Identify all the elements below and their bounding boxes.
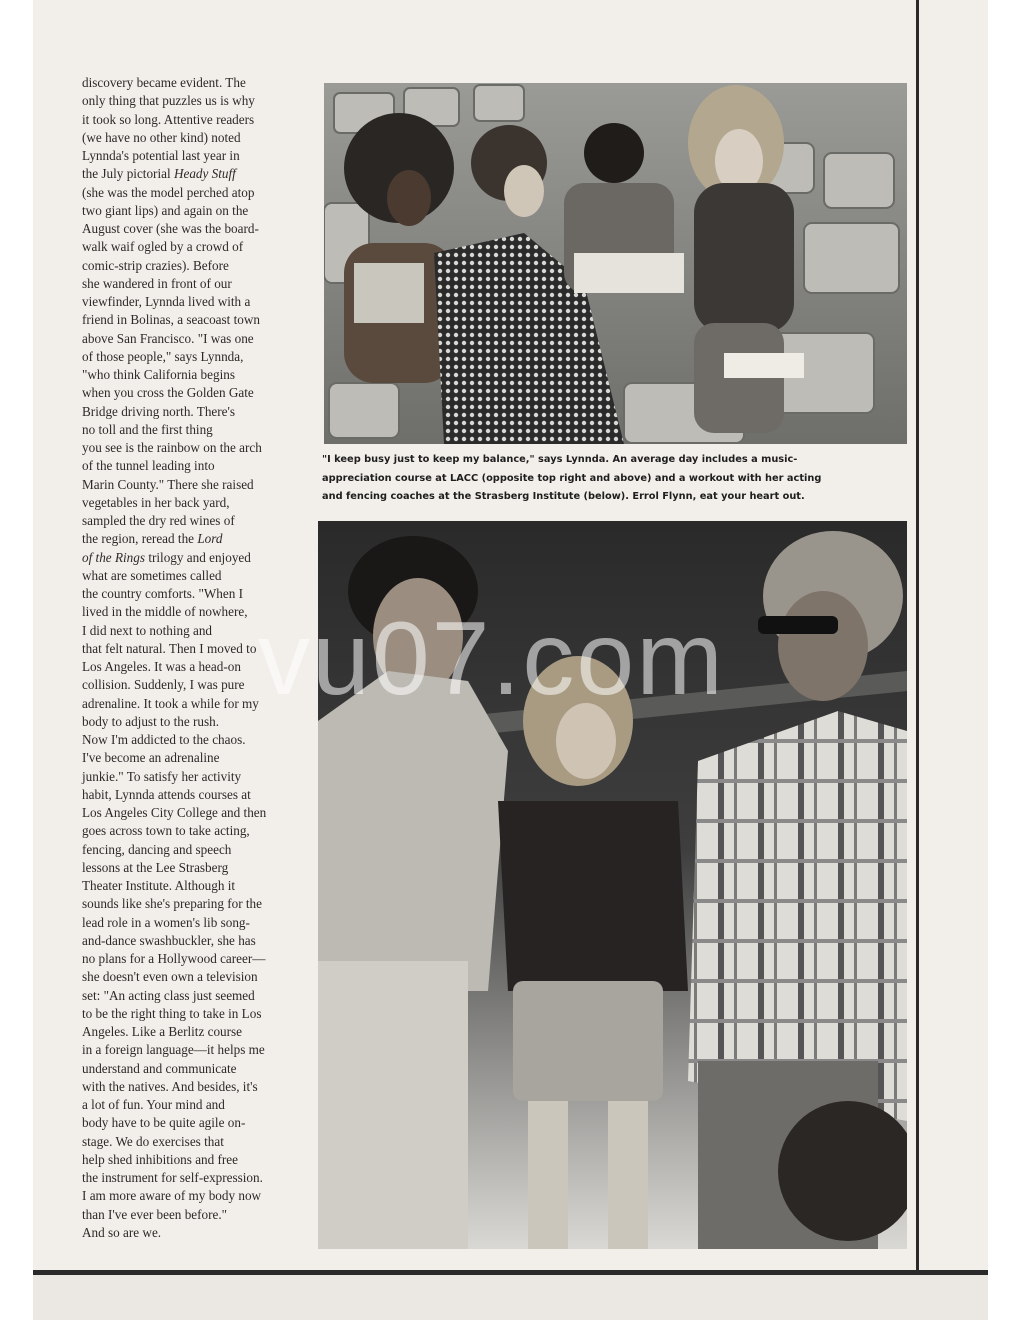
article-line: comic-strip crazies). Before — [82, 257, 229, 273]
acting-coaches-photo — [318, 521, 907, 1249]
right-margin — [988, 0, 1020, 1320]
site-watermark: vu07.com — [258, 601, 725, 717]
article-line: in a foreign language—it helps me — [82, 1042, 265, 1058]
article-line: of the tunnel leading into — [82, 458, 215, 474]
article-line: lead role in a women's lib song- — [82, 914, 250, 930]
article-line: I did next to nothing and — [82, 622, 213, 638]
article-line: set: "An acting class just seemed — [82, 987, 255, 1003]
article-line: lessons at the Lee Strasberg — [82, 859, 229, 875]
article-line: than I've ever been before." — [82, 1206, 228, 1222]
article-line: walk waif ogled by a crowd of — [82, 239, 244, 255]
article-line: friend in Bolinas, a seacoast town — [82, 312, 260, 328]
article-line: body have to be quite agile on- — [82, 1115, 246, 1131]
article-line: goes across town to take acting, — [82, 823, 250, 839]
article-line: collision. Suddenly, I was pure — [82, 677, 245, 693]
article-line: it took so long. Attentive readers — [82, 111, 255, 127]
article-line: of those people," says Lynnda, — [82, 348, 244, 364]
article-line: I've become an adrenaline — [82, 750, 220, 766]
article-line: and-dance swashbuckler, she has — [82, 932, 256, 948]
article-line: Los Angeles. It was a head-on — [82, 659, 241, 674]
article-body-column — [82, 74, 308, 1242]
article-line: when you cross the Golden Gate — [82, 385, 254, 401]
article-line: (we have no other kind) noted — [82, 129, 241, 145]
article-line: understand and communicate — [82, 1060, 237, 1076]
article-line: of the Rings trilogy and enjoyed — [82, 549, 251, 565]
article-line: Lynnda's potential last year in — [82, 148, 240, 163]
right-border-rule — [916, 0, 919, 1275]
article-line: Bridge driving north. There's — [82, 403, 236, 419]
article-line: a lot of fun. Your mind and — [82, 1097, 225, 1112]
article-line: no toll and the first thing — [82, 421, 213, 437]
article-line: I am more aware of my body now — [82, 1188, 262, 1204]
article-line: only thing that puzzles us is why — [82, 93, 255, 109]
article-line: sounds like she's preparing for the — [82, 896, 263, 912]
article-line: two giant lips) and again on the — [82, 202, 249, 218]
article-line: lived in the middle of nowhere, — [82, 604, 248, 620]
article-line: Now I'm addicted to the chaos. — [82, 732, 246, 747]
photo-caption — [322, 451, 908, 507]
article-line: Angeles. Like a Berlitz course — [82, 1024, 243, 1039]
classroom-students-photo — [324, 83, 907, 444]
article-line: discovery became evident. The — [82, 75, 246, 90]
article-line: what are sometimes called — [82, 567, 222, 583]
article-line: And so are we. — [82, 1224, 162, 1240]
article-line: that felt natural. Then I moved to — [82, 640, 257, 656]
article-line: Los Angeles City College and then — [82, 805, 267, 820]
article-line: viewfinder, Lynnda lived with a — [82, 294, 251, 309]
article-line: "who think California begins — [82, 367, 235, 382]
caption-line: "I keep busy just to keep my balance," says Lynnda. An average day includes a music- — [322, 454, 798, 465]
article-line: help shed inhibitions and free — [82, 1151, 239, 1167]
below-page-area — [33, 1275, 988, 1320]
article-line: habit, Lynnda attends courses at — [82, 786, 251, 802]
article-line: junkie." To satisfy her activity — [82, 768, 242, 784]
article-line: sampled the dry red wines of — [82, 513, 235, 528]
caption-line: and fencing coaches at the Strasberg Institute (below). Errol Flynn, eat your heart out. — [322, 491, 805, 502]
article-line: (she was the model perched atop — [82, 184, 255, 200]
caption-line: appreciation course at LACC (opposite top right and above) and a workout with her acting — [322, 472, 822, 484]
article-line: Marin County." There she raised — [82, 476, 254, 492]
article-line: stage. We do exercises that — [82, 1133, 224, 1149]
article-line: the July pictorial Heady Stuff — [82, 166, 236, 182]
article-line: no plans for a Hollywood career— — [82, 951, 266, 966]
article-line: to be the right thing to take in Los — [82, 1005, 262, 1021]
article-line: body to adjust to the rush. — [82, 713, 219, 729]
article-line: the country comforts. "When I — [82, 586, 244, 601]
article-line: adrenaline. It took a while for my — [82, 695, 259, 711]
article-line: the instrument for self-expression. — [82, 1170, 263, 1185]
article-line: Theater Institute. Although it — [82, 878, 236, 893]
article-line: above San Francisco. "I was one — [82, 330, 254, 346]
article-line: she doesn't even own a television — [82, 969, 258, 985]
article-line: with the natives. And besides, it's — [82, 1078, 258, 1094]
article-line: she wandered in front of our — [82, 275, 232, 291]
article-line: August cover (she was the board- — [82, 221, 259, 236]
article-line: the region, reread the Lord — [82, 531, 223, 547]
article-line: you see is the rainbow on the arch — [82, 440, 262, 455]
article-line: vegetables in her back yard, — [82, 494, 230, 510]
article-line: fencing, dancing and speech — [82, 841, 232, 857]
left-margin — [0, 0, 33, 1320]
